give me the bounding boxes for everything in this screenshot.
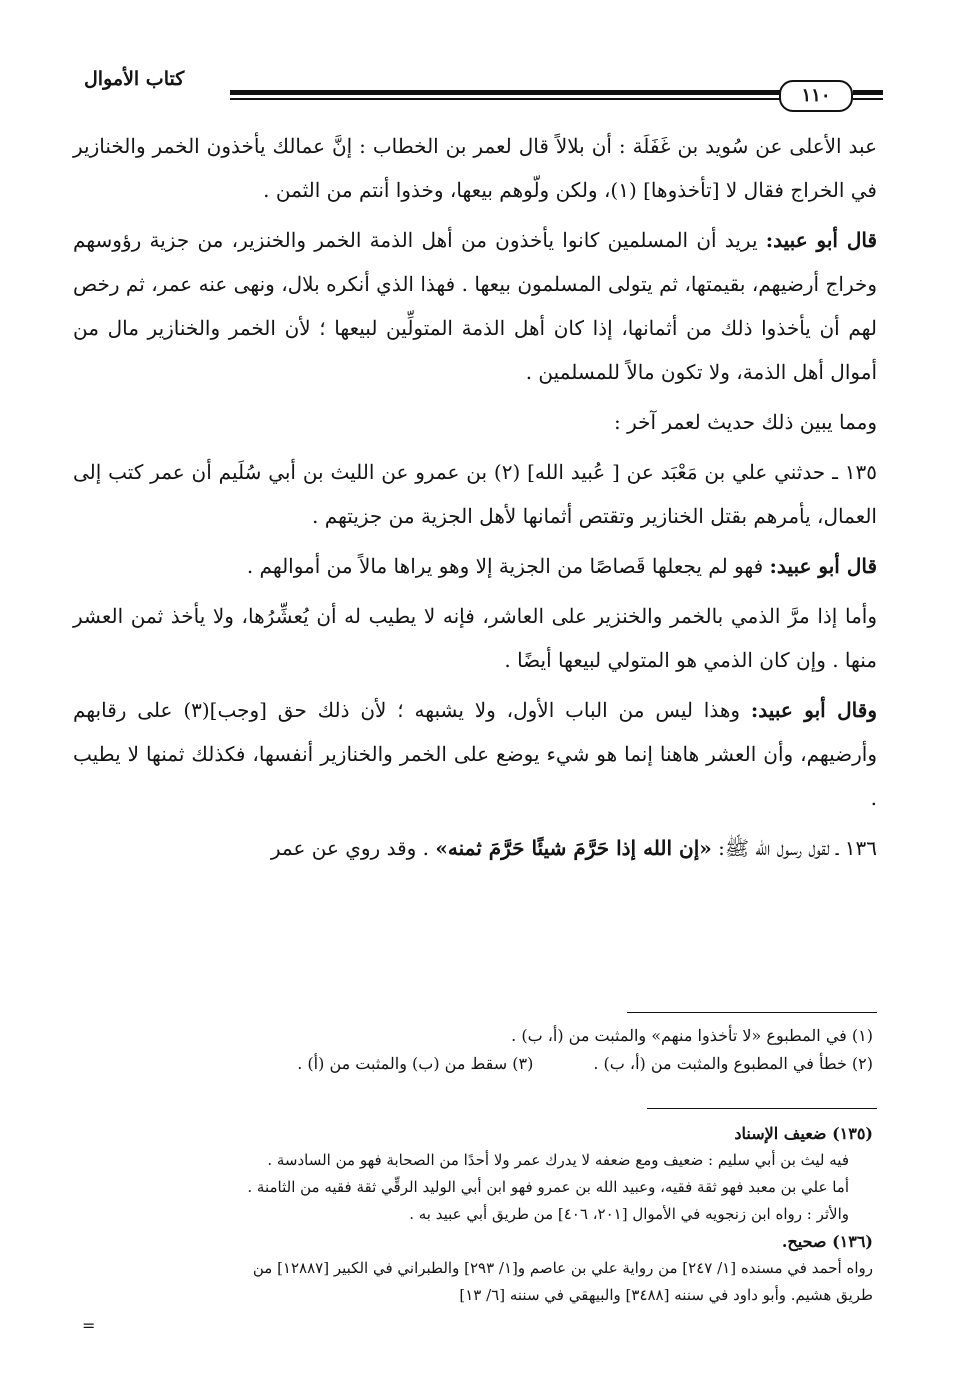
page-header bbox=[70, 62, 883, 114]
takhrij-line: طريق هشيم. وأبو داود في سننه [٣٤٨٨] والبيهقي في سننه [٦/ ١٣] bbox=[459, 1286, 873, 1304]
takhrij-line: والأثر : رواه ابن زنجويه في الأموال [٢٠١، ٤٠٦] من طريق أبي عبيد به . bbox=[409, 1205, 849, 1223]
hadith-text: «إن الله إذا حَرَّمَ شيئًا حَرَّمَ ثمنه» bbox=[435, 836, 712, 860]
paragraph-4-narration-135: ١٣٥ ـ حدثني علي بن مَعْبَد عن [ عُبيد الله] (٢) بن عمرو عن الليث بن أبي سُلَيم أن عمر كتب إلى العمال، يأمرهم بقتل الخنازير وتقتص أثمانها لأهل الجزية من جزيتهم . bbox=[73, 460, 877, 528]
header-rule-thick bbox=[230, 90, 783, 95]
paragraph-text: فهو لم يجعلها قَصاصًا من الجزية إلا وهو يراها مالاً من أموالهم . bbox=[246, 554, 770, 578]
footnote-divider bbox=[627, 1012, 877, 1013]
takhrij-line: رواه أحمد في مسنده [١/ ٢٤٧] من رواية علي بن عاصم و[١/ ٢٩٣] والطبراني في الكبير [١٢٨٨٧] من bbox=[252, 1259, 873, 1277]
narration-end: . وقد روي عن عمر bbox=[270, 836, 436, 860]
footnote-row bbox=[93, 1050, 873, 1078]
speaker-label: قال أبو عبيد: bbox=[765, 228, 878, 252]
speaker-label: وقال أبو عبيد: bbox=[750, 698, 877, 722]
header-rule-thin bbox=[230, 98, 783, 100]
takhrij-heading-136: (١٣٦) صحيح. bbox=[781, 1232, 873, 1251]
page-number: ١١٠ bbox=[779, 80, 853, 112]
paragraph-5 bbox=[73, 544, 877, 588]
paragraph-1: عبد الأعلى عن سُويد بن غَفَلَة : أن بلالاً قال لعمر بن الخطاب : إنَّ عمالك يأخذون الخمر والخنازير في الخراج فقال لا [تأخذوها] (١)، ولكن ولّوهم بيعها، وخذوا أنتم من الثمن . bbox=[73, 134, 877, 202]
footnote-1: (١) في المطبوع «لا تأخذوا منهم» والمثبت من (أ، ب) . bbox=[511, 1026, 873, 1045]
header-rule-right-thick bbox=[853, 90, 883, 95]
takhrij-line: أما علي بن معبد فهو ثقة فقيه، وعبيد الله بن عمرو فهو ابن أبي الوليد الرقِّي ثقة فقيه من الثامنة . bbox=[247, 1178, 849, 1196]
paragraph-2 bbox=[73, 218, 877, 394]
continuation-mark: = bbox=[82, 1316, 96, 1335]
footnote-3: (٣) سقط من (ب) والمثبت من (أ) . bbox=[297, 1054, 534, 1073]
narration-start: ١٣٦ ـ لقول رسول الله ﷺ: bbox=[711, 836, 877, 860]
takhrij-heading-135: (١٣٥) ضعيف الإسناد bbox=[734, 1124, 873, 1143]
paragraph-text: يريد أن المسلمين كانوا يأخذون من أهل الذمة الخمر والخنزير، من جزية رؤوسهم وخراج أرضيهم، بقيمتها، ثم يتولى المسلمون بيعها . فهذا الذي أنكره بلال، ونهى عنه عمر، ثم رخص لهم أن يأخذوا ذلك من أثمانها، إذا كان أهل الذمة المتولِّين لبيعها ؛ لأن الخمر والخنازير مال من أموال أهل الذمة، ولا تكون مالاً للمسلمين . bbox=[73, 228, 877, 384]
book-page bbox=[70, 62, 883, 1362]
main-text bbox=[73, 124, 877, 876]
paragraph-6: وأما إذا مرَّ الذمي بالخمر والخنزير على العاشر، فإنه لا يطيب له أن يُعشِّرُها، ولا يأخذ ثمن العشر منها . وإن كان الذمي هو المتولي لبيعها أيضًا . bbox=[73, 604, 877, 672]
paragraph-text: وهذا ليس من الباب الأول، ولا يشبهه ؛ لأن ذلك حق [وجب](٣) على رقابهم وأرضيهم، وأن العشر هاهنا إنما هو شيء يوضع على الخمر والخنازير أنفسها، فكذلك ثمنها لا يطيب . bbox=[73, 698, 877, 810]
speaker-label: قال أبو عبيد: bbox=[769, 554, 877, 578]
book-title: كتاب الأموال bbox=[84, 68, 185, 90]
takhrij-section bbox=[83, 1120, 873, 1309]
footnotes bbox=[93, 1022, 873, 1078]
paragraph-7 bbox=[73, 688, 877, 820]
takhrij-line: فيه ليث بن أبي سليم : ضعيف ومع ضعفه لا يدرك عمر ولا أحدًا من الصحابة فهو من السادسة . bbox=[267, 1151, 849, 1169]
header-rule-right-thin bbox=[853, 98, 883, 100]
paragraph-3: ومما يبين ذلك حديث لعمر آخر : bbox=[614, 410, 877, 434]
takhrij-divider bbox=[647, 1108, 877, 1109]
footnote-2: (٢) خطأ في المطبوع والمثبت من (أ، ب) . bbox=[593, 1054, 873, 1073]
paragraph-8-narration-136 bbox=[73, 826, 877, 870]
